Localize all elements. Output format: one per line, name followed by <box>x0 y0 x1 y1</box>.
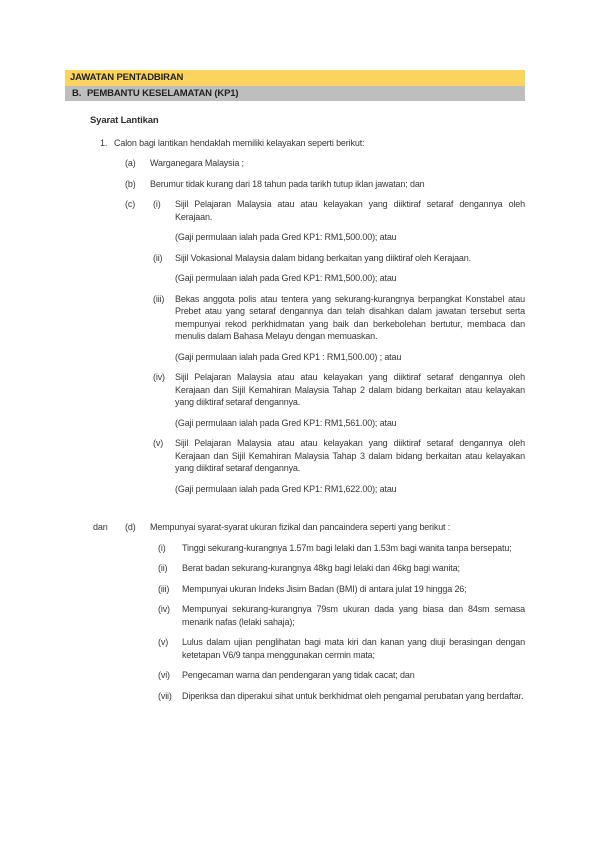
requirement-1-row <box>90 137 525 150</box>
req-c-item-iv-text: Sijil Pelajaran Malaysia atau atau kelayakan yang diiktiraf setaraf dengannya oleh Kerajaan dan Sijil Kemahiran Malaysia Tahap 2 dalam bidang berkaitan atau kelayakan yang diiktiraf setaraf dengannya. <box>175 372 525 407</box>
req-d-item-i-label: (i) <box>158 542 166 553</box>
section-title: Syarat Lantikan <box>90 115 159 126</box>
req-c-item-iv-row <box>150 371 525 409</box>
req-c-item-ii-salary: (Gaji permulaan ialah pada Gred KP1: RM1,500.00); atau <box>175 273 397 283</box>
req-c-body <box>150 198 525 503</box>
req-d-item-iii-text: Mempunyai ukuran Indeks Jisim Badan (BMI) di antara julat 19 hingga 26; <box>182 583 467 594</box>
req-c-item-iii-text: Bekas anggota polis atau tentera yang sekurang-kurangnya berpangkat Konstabel atau Prebet atau yang setaraf dengannya dan telah disahkan dalam jawatan tersebut serta mempunyai rekod perkhidmatan yang baik dan berkebolehan bertutur, membaca dan menulis dalam Bahasa Melayu dengan memuaskan. <box>175 293 525 341</box>
req-c-item-i-text: Sijil Pelajaran Malaysia atau atau kelayakan yang diiktiraf setaraf dengannya oleh Kerajaan. <box>175 199 525 222</box>
req-d-text: Mempunyai syarat-syarat ukuran fizikal dan pancaindera seperti yang berikut : <box>150 522 451 532</box>
position-title: PEMBANTU KESELAMATAN (KP1) <box>87 88 239 99</box>
req-d-prefix-dan: dan <box>93 522 108 532</box>
req-d-item-ii-label: (ii) <box>158 563 168 573</box>
req-d-item-v-row <box>150 636 525 661</box>
req-c-item-v-text: Sijil Pelajaran Malaysia atau atau kelayakan yang diiktiraf setaraf dengannya oleh Kerajaan dan Sijil Kemahiran Malaysia Tahap 3 dalam bidang berkaitan atau kelayakan yang diiktiraf setaraf dengannya. <box>175 438 525 473</box>
position-letter: B. <box>72 88 82 99</box>
req-c-item-iii-label: (iii) <box>153 293 165 304</box>
req-c-item-ii-label: (ii) <box>153 252 163 263</box>
req-d-item-iii-row <box>150 583 525 596</box>
req-d-label: (d) <box>125 522 136 532</box>
req-b-row <box>90 178 525 191</box>
req-c-item-i-salary: (Gaji permulaan ialah pada Gred KP1: RM1,500.00); atau <box>175 232 397 242</box>
document-body <box>90 115 525 702</box>
req-d-item-v-label: (v) <box>158 637 169 647</box>
req-d-item-iv-label: (iv) <box>158 604 170 614</box>
req-d-item-i-row <box>150 542 525 555</box>
req-c-item-ii-row <box>150 252 525 265</box>
req-d-item-iv-text: Mempunyai sekurang-kurangnya 79sm ukuran dada yang biasa dan 84sm semasa menarik nafas (lelaki sahaja); <box>182 604 525 627</box>
req-c-item-iii-salary: (Gaji permulaan ialah pada Gred KP1 : RM1,500.00) ; atau <box>175 351 402 362</box>
req-d-item-vii-text: Diperiksa dan diperakui sihat untuk berkhidmat oleh pengamal perubatan yang berdaftar. <box>182 690 524 701</box>
req-d-item-ii-row <box>150 562 525 575</box>
req-d-body <box>150 542 525 703</box>
req-d-item-ii-text: Berat badan sekurang-kurangnya 48kg bagi lelaki dan 46kg bagi wanita; <box>182 563 460 573</box>
requirement-1-number: 1. <box>100 137 108 148</box>
req-c-item-ii-text: Sijil Vokasional Malaysia dalam bidang berkaitan yang diiktiraf oleh Kerajaan. <box>175 252 471 263</box>
req-c-gutter <box>90 198 125 503</box>
req-c-item-v-row <box>150 437 525 475</box>
req-a-label: (a) <box>125 158 136 168</box>
position-header-bar <box>65 86 525 101</box>
req-c-item-iv-salary: (Gaji permulaan ialah pada Gred KP1: RM1,561.00); atau <box>175 417 397 428</box>
req-d-item-iii-label: (iii) <box>158 583 170 594</box>
req-d-item-vi-text: Pengecaman warna dan pendengaran yang tidak cacat; dan <box>182 670 415 680</box>
req-d-item-vi-row <box>150 669 525 682</box>
document-header <box>65 0 525 101</box>
req-b-text: Berumur tidak kurang dari 18 tahun pada tarikh tutup iklan jawatan; dan <box>150 178 425 189</box>
category-header-bar <box>65 70 525 86</box>
req-c-item-i-label: (i) <box>153 199 161 209</box>
req-b-label: (b) <box>125 178 136 189</box>
req-c-item-v-label: (v) <box>153 438 164 448</box>
req-a-text: Warganegara Malaysia ; <box>150 158 244 168</box>
req-d-item-vii-row <box>150 690 525 703</box>
req-c-row <box>90 198 525 503</box>
req-b-gutter <box>90 178 125 191</box>
req-d-item-i-text: Tinggi sekurang-kurangnya 1.57m bagi lelaki dan 1.53m bagi wanita tanpa bersepatu; <box>182 542 512 553</box>
req-a-row <box>90 157 525 170</box>
req-c-item-iv-label: (iv) <box>153 372 165 382</box>
req-a-gutter <box>90 157 125 170</box>
req-c-item-i-row <box>150 198 525 223</box>
req-d-item-iv-row <box>150 603 525 628</box>
category-title: JAWATAN PENTADBIRAN <box>70 72 184 83</box>
req-d-row <box>90 521 525 534</box>
req-d-item-vi-label: (vi) <box>158 670 170 680</box>
req-c-label: (c) <box>125 199 136 209</box>
req-d-item-vii-label: (vii) <box>158 690 172 701</box>
requirement-1-intro: Calon bagi lantikan hendaklah memiliki kelayakan seperti berikut: <box>114 137 365 148</box>
req-c-item-v-salary: (Gaji permulaan ialah pada Gred KP1: RM1,622.00); atau <box>175 483 397 494</box>
req-c-item-iii-row <box>150 293 525 343</box>
req-d-item-v-text: Lulus dalam ujian penglihatan bagi mata kiri dan kanan yang diuji berasingan dengan ketetapan V6/9 tanpa menggunakan cermin mata; <box>182 637 525 660</box>
